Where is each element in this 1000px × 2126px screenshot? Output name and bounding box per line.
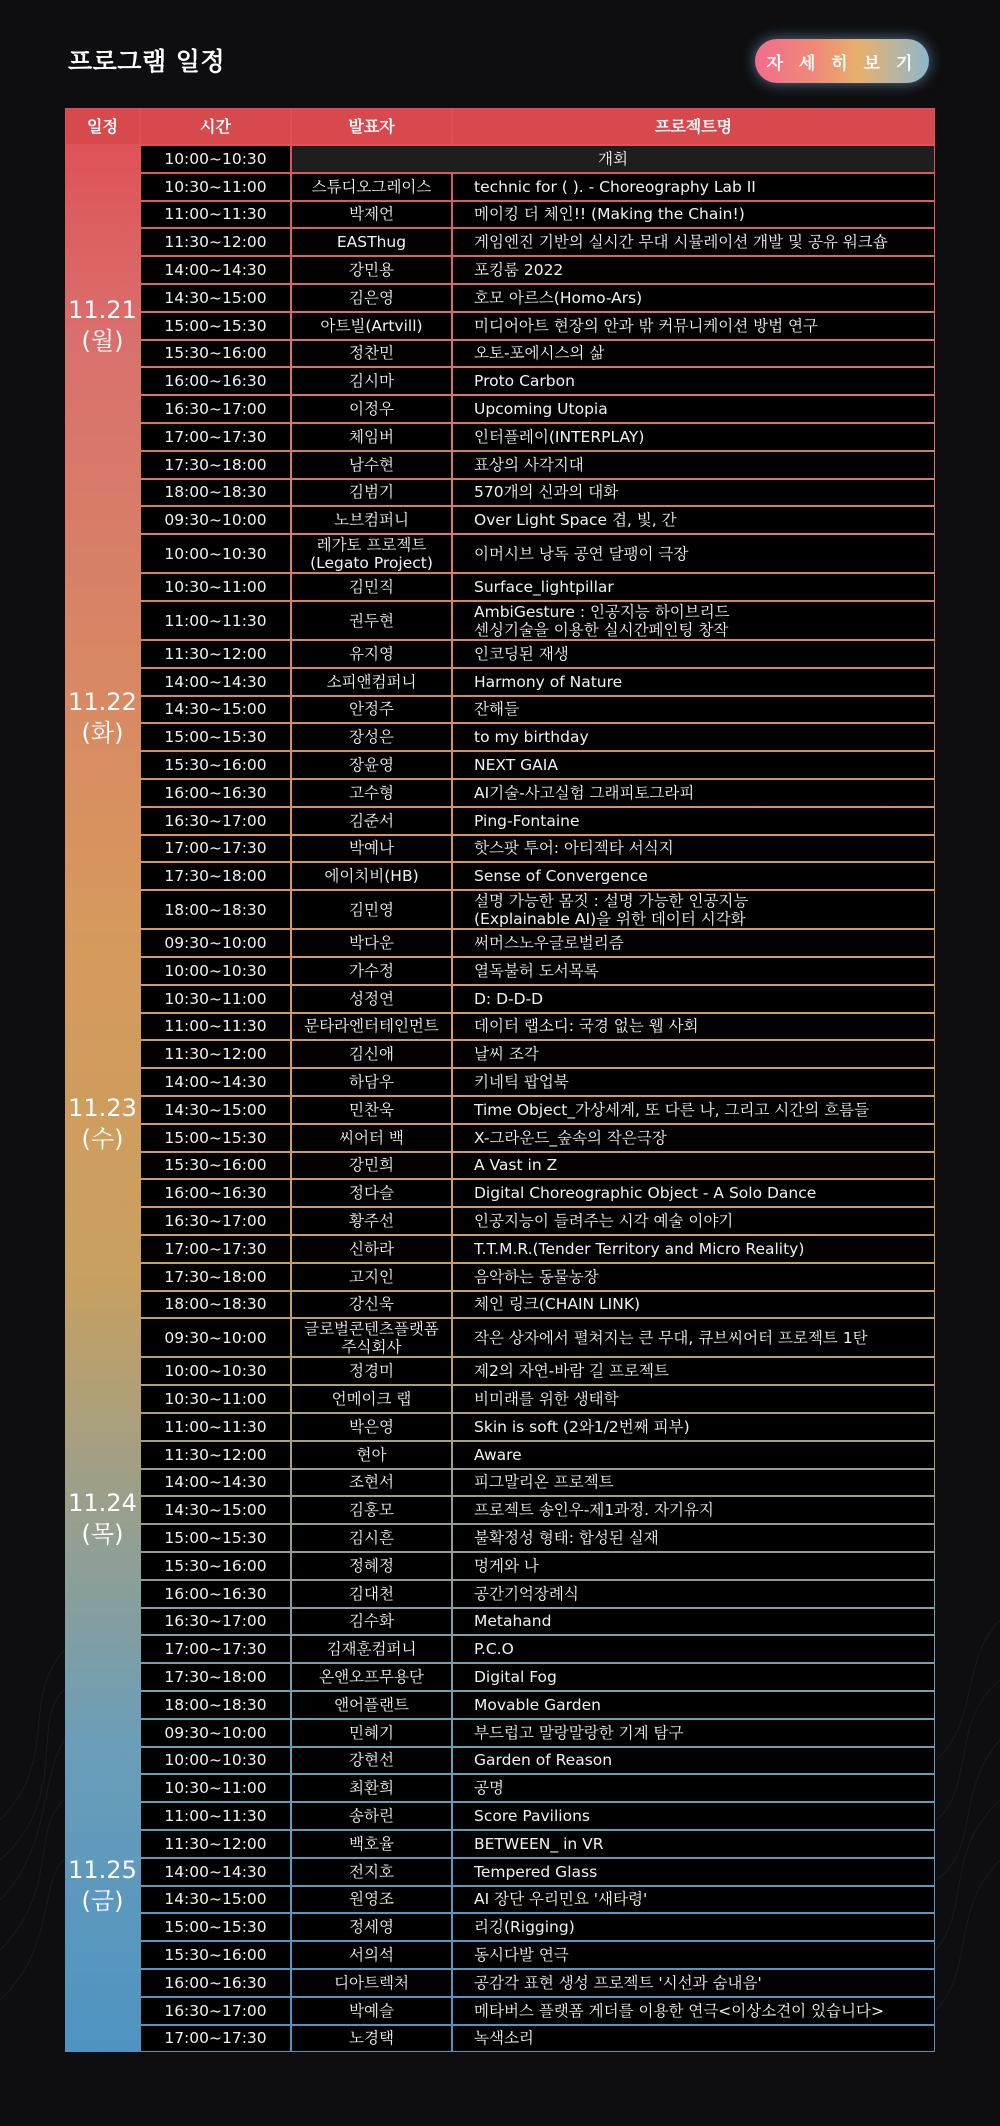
session-project: Surface_lightpillar <box>453 574 934 600</box>
session-time: 18:00~18:30 <box>141 480 290 506</box>
session-project: D: D-D-D <box>453 986 934 1012</box>
session-time: 10:00~10:30 <box>141 1748 290 1774</box>
session-time: 14:00~14:30 <box>141 1470 290 1496</box>
session-time: 10:30~11:00 <box>141 1775 290 1801</box>
session-speaker: 원영조 <box>292 1887 451 1913</box>
session-time: 15:30~16:00 <box>141 1153 290 1179</box>
session-project: Digital Choreographic Object - A Solo Dance <box>453 1180 934 1206</box>
session-project: 개회 <box>292 146 934 172</box>
day-label <box>66 146 139 505</box>
session-time: 10:00~10:30 <box>141 958 290 984</box>
session-speaker: 온앤오프무용단 <box>292 1664 451 1690</box>
session-speaker: 박제언 <box>292 202 451 228</box>
session-time: 09:30~10:00 <box>141 1720 290 1746</box>
session-time: 17:30~18:00 <box>141 1664 290 1690</box>
session-time: 11:30~12:00 <box>141 229 290 255</box>
session-project: 설명 가능한 몸짓 : 설명 가능한 인공지능 (Explainable AI)을 위한 데이터 시각화 <box>453 891 934 928</box>
session-speaker: 정세영 <box>292 1914 451 1940</box>
session-speaker: 문타라엔터테인먼트 <box>292 1014 451 1040</box>
session-project: Over Light Space 겹, 빛, 간 <box>453 507 934 533</box>
session-project: Proto Carbon <box>453 368 934 394</box>
session-speaker: 신하라 <box>292 1236 451 1262</box>
page-title: 프로그램 일정 <box>68 47 226 76</box>
session-speaker: 서의석 <box>292 1942 451 1968</box>
session-time: 09:30~10:00 <box>141 930 290 956</box>
session-project: 미디어아트 현장의 안과 밖 커뮤니케이션 방법 연구 <box>453 313 934 339</box>
session-time: 16:00~16:30 <box>141 780 290 806</box>
session-time: 11:00~11:30 <box>141 1414 290 1440</box>
session-speaker: 백호율 <box>292 1831 451 1857</box>
session-speaker: 디아트렉처 <box>292 1970 451 1996</box>
session-project: Tempered Glass <box>453 1859 934 1885</box>
session-speaker: 박은영 <box>292 1414 451 1440</box>
session-time: 11:30~12:00 <box>141 1442 290 1468</box>
session-speaker: 조현서 <box>292 1470 451 1496</box>
session-project: 리깅(Rigging) <box>453 1914 934 1940</box>
day-date: 11.25 <box>68 1855 137 1884</box>
session-time: 17:00~17:30 <box>141 1236 290 1262</box>
session-speaker: 안정주 <box>292 697 451 723</box>
day-date: 11.22 <box>68 687 137 716</box>
session-project: Harmony of Nature <box>453 669 934 695</box>
day-weekday: (금) <box>81 1886 124 1915</box>
session-speaker: 가수정 <box>292 958 451 984</box>
session-project: 불확정성 형태: 합성된 실재 <box>453 1525 934 1551</box>
session-time: 14:30~15:00 <box>141 1887 290 1913</box>
session-project: 키네틱 팝업북 <box>453 1069 934 1095</box>
session-speaker: 김시흔 <box>292 1525 451 1551</box>
session-speaker: 민혜기 <box>292 1720 451 1746</box>
session-time: 16:00~16:30 <box>141 1180 290 1206</box>
session-project: Ping-Fontaine <box>453 808 934 834</box>
session-time: 17:30~18:00 <box>141 452 290 478</box>
session-project: 제2의 자연-바람 길 프로젝트 <box>453 1358 934 1384</box>
session-speaker: 언메이크 랩 <box>292 1386 451 1412</box>
header-speaker: 발표자 <box>292 109 451 144</box>
session-time: 11:00~11:30 <box>141 1803 290 1829</box>
day-weekday: (수) <box>81 1124 124 1153</box>
session-project: 570개의 신과의 대화 <box>453 480 934 506</box>
session-time: 14:30~15:00 <box>141 1497 290 1523</box>
session-time: 16:30~17:00 <box>141 1998 290 2024</box>
session-project: 데이터 랩소디: 국경 없는 웹 사회 <box>453 1014 934 1040</box>
session-time: 10:30~11:00 <box>141 1386 290 1412</box>
session-time: 15:30~16:00 <box>141 341 290 367</box>
session-project: 날씨 조각 <box>453 1041 934 1067</box>
header-project: 프로젝트명 <box>453 109 934 144</box>
session-time: 16:00~16:30 <box>141 1581 290 1607</box>
session-speaker: 김대천 <box>292 1581 451 1607</box>
day-label <box>66 930 139 1317</box>
session-speaker: 체임버 <box>292 424 451 450</box>
day-label <box>66 1720 139 2052</box>
session-project: AI기술-사고실험 그래피토그라피 <box>453 780 934 806</box>
session-project: 멍게와 나 <box>453 1553 934 1579</box>
session-project: 공명 <box>453 1775 934 1801</box>
session-time: 17:30~18:00 <box>141 1264 290 1290</box>
session-speaker: 김재훈컴퍼니 <box>292 1636 451 1662</box>
session-project: 공감각 표현 생성 프로젝트 '시선과 숨내음' <box>453 1970 934 1996</box>
session-time: 10:30~11:00 <box>141 174 290 200</box>
session-project: Sense of Convergence <box>453 863 934 889</box>
session-project: 동시다발 연극 <box>453 1942 934 1968</box>
session-time: 16:00~16:30 <box>141 1970 290 1996</box>
session-project: 표상의 사각지대 <box>453 452 934 478</box>
day-label <box>66 507 139 928</box>
session-time: 10:30~11:00 <box>141 574 290 600</box>
session-time: 15:00~15:30 <box>141 313 290 339</box>
session-speaker: 스튜디오그레이스 <box>292 174 451 200</box>
session-time: 10:00~10:30 <box>141 1358 290 1384</box>
session-time: 16:00~16:30 <box>141 368 290 394</box>
session-time: 18:00~18:30 <box>141 1692 290 1718</box>
session-project: 포킹룸 2022 <box>453 257 934 283</box>
session-time: 15:00~15:30 <box>141 724 290 750</box>
session-project: 열독불허 도서목록 <box>453 958 934 984</box>
session-time: 15:00~15:30 <box>141 1125 290 1151</box>
session-time: 11:30~12:00 <box>141 1831 290 1857</box>
session-time: 15:00~15:30 <box>141 1525 290 1551</box>
session-time: 11:30~12:00 <box>141 641 290 667</box>
session-time: 14:00~14:30 <box>141 1859 290 1885</box>
session-time: 11:00~11:30 <box>141 1014 290 1040</box>
session-project: 공간기억장례식 <box>453 1581 934 1607</box>
session-speaker: 김홍모 <box>292 1497 451 1523</box>
session-time: 15:30~16:00 <box>141 752 290 778</box>
session-speaker: 이정우 <box>292 396 451 422</box>
session-project: Upcoming Utopia <box>453 396 934 422</box>
session-speaker: 장성은 <box>292 724 451 750</box>
session-time: 10:00~10:30 <box>141 535 290 572</box>
session-project: Time Object_가상세계, 또 다른 나, 그리고 시간의 흐름들 <box>453 1097 934 1123</box>
session-speaker: 김시마 <box>292 368 451 394</box>
session-project: P.C.O <box>453 1636 934 1662</box>
session-project: technic for ( ). - Choreography Lab II <box>453 174 934 200</box>
session-time: 14:30~15:00 <box>141 1097 290 1123</box>
session-speaker: 레가토 프로젝트 (Legato Project) <box>292 535 451 572</box>
session-speaker: 정다슬 <box>292 1180 451 1206</box>
session-time: 17:00~17:30 <box>141 1636 290 1662</box>
day-label <box>66 1319 139 1717</box>
session-project: Garden of Reason <box>453 1748 934 1774</box>
session-project: 호모 아르스(Homo-Ars) <box>453 285 934 311</box>
session-speaker: 권두현 <box>292 602 451 639</box>
session-time: 11:00~11:30 <box>141 602 290 639</box>
day-date: 11.21 <box>68 295 137 324</box>
session-time: 11:00~11:30 <box>141 202 290 228</box>
session-project: BETWEEN_ in VR <box>453 1831 934 1857</box>
session-time: 10:30~11:00 <box>141 986 290 1012</box>
session-project: 이머시브 낭독 공연 달팽이 극장 <box>453 535 934 572</box>
session-time: 15:30~16:00 <box>141 1942 290 1968</box>
header-time: 시간 <box>141 109 290 144</box>
session-project: 인터플레이(INTERPLAY) <box>453 424 934 450</box>
session-speaker: 김민영 <box>292 891 451 928</box>
session-project: A Vast in Z <box>453 1153 934 1179</box>
session-speaker: 강현선 <box>292 1748 451 1774</box>
session-speaker: 강민희 <box>292 1153 451 1179</box>
session-time: 18:00~18:30 <box>141 891 290 928</box>
session-time: 14:00~14:30 <box>141 257 290 283</box>
day-weekday: (목) <box>81 1519 124 1548</box>
session-project: 메이킹 더 체인!! (Making the Chain!) <box>453 202 934 228</box>
session-project: AmbiGesture : 인공지능 하이브리드 센싱기술을 이용한 실시간페인팅 창작 <box>453 602 934 639</box>
session-time: 16:30~17:00 <box>141 1609 290 1635</box>
session-project: 녹색소리 <box>453 2026 934 2052</box>
session-project: NEXT GAIA <box>453 752 934 778</box>
session-speaker: EASThug <box>292 229 451 255</box>
session-time: 17:30~18:00 <box>141 863 290 889</box>
session-time: 17:00~17:30 <box>141 836 290 862</box>
session-speaker: 강민용 <box>292 257 451 283</box>
session-time: 14:30~15:00 <box>141 697 290 723</box>
session-project: 부드럽고 말랑말랑한 기계 탐구 <box>453 1720 934 1746</box>
session-speaker: 씨어터 백 <box>292 1125 451 1151</box>
session-project: 잔해들 <box>453 697 934 723</box>
session-speaker: 김민직 <box>292 574 451 600</box>
session-speaker: 정혜정 <box>292 1553 451 1579</box>
session-project: 오토-포에시스의 삶 <box>453 341 934 367</box>
session-time: 14:00~14:30 <box>141 669 290 695</box>
session-project: 인공지능이 들려주는 시각 예술 이야기 <box>453 1208 934 1234</box>
session-project: 메타버스 플랫폼 게더를 이용한 연극<이상소견이 있습니다> <box>453 1998 934 2024</box>
session-speaker: 김범기 <box>292 480 451 506</box>
session-speaker: 현아 <box>292 1442 451 1468</box>
session-speaker: 에이치비(HB) <box>292 863 451 889</box>
session-time: 10:00~10:30 <box>141 146 290 172</box>
session-project: 체인 링크(CHAIN LINK) <box>453 1292 934 1318</box>
day-date: 11.24 <box>68 1488 137 1517</box>
session-speaker: 박예슬 <box>292 1998 451 2024</box>
session-speaker: 정찬민 <box>292 341 451 367</box>
session-speaker: 송하린 <box>292 1803 451 1829</box>
session-time: 09:30~10:00 <box>141 507 290 533</box>
session-speaker: 고지인 <box>292 1264 451 1290</box>
session-time: 14:00~14:30 <box>141 1069 290 1095</box>
session-speaker: 성정연 <box>292 986 451 1012</box>
session-time: 14:30~15:00 <box>141 285 290 311</box>
session-speaker: 최환희 <box>292 1775 451 1801</box>
session-time: 11:30~12:00 <box>141 1041 290 1067</box>
session-speaker: 아트빌(Artvill) <box>292 313 451 339</box>
session-project: 피그말리온 프로젝트 <box>453 1470 934 1496</box>
session-time: 16:30~17:00 <box>141 396 290 422</box>
header-date: 일정 <box>66 109 139 144</box>
session-speaker: 김수화 <box>292 1609 451 1635</box>
session-project: 써머스노우글로벌리즘 <box>453 930 934 956</box>
schedule-table <box>65 108 935 2052</box>
session-time: 15:00~15:30 <box>141 1914 290 1940</box>
session-project: Digital Fog <box>453 1664 934 1690</box>
session-project: 프로젝트 송인우-제1과정. 자기유지 <box>453 1497 934 1523</box>
session-speaker: 남수현 <box>292 452 451 478</box>
session-project: Movable Garden <box>453 1692 934 1718</box>
session-speaker: 박예나 <box>292 836 451 862</box>
session-speaker: 유지영 <box>292 641 451 667</box>
session-project: 작은 상자에서 펼쳐지는 큰 무대, 큐브씨어터 프로젝트 1탄 <box>453 1319 934 1356</box>
session-project: T.T.M.R.(Tender Territory and Micro Reality) <box>453 1236 934 1262</box>
session-time: 17:00~17:30 <box>141 2026 290 2052</box>
session-speaker: 김은영 <box>292 285 451 311</box>
session-project: 인코딩된 재생 <box>453 641 934 667</box>
session-speaker: 강신욱 <box>292 1292 451 1318</box>
detail-button[interactable]: 자 세 히 보 기 <box>755 39 929 83</box>
session-time: 09:30~10:00 <box>141 1319 290 1356</box>
session-project: AI 장단 우리민요 '새타령' <box>453 1887 934 1913</box>
session-project: Aware <box>453 1442 934 1468</box>
session-speaker: 정경미 <box>292 1358 451 1384</box>
session-speaker: 노브컴퍼니 <box>292 507 451 533</box>
session-project: 게임엔진 기반의 실시간 무대 시뮬레이션 개발 및 공유 워크숍 <box>453 229 934 255</box>
session-speaker: 김준서 <box>292 808 451 834</box>
session-project: 음악하는 동물농장 <box>453 1264 934 1290</box>
session-project: 핫스팟 투어: 아티젝타 서식지 <box>453 836 934 862</box>
session-time: 16:30~17:00 <box>141 808 290 834</box>
session-time: 16:30~17:00 <box>141 1208 290 1234</box>
session-time: 17:00~17:30 <box>141 424 290 450</box>
session-project: 비미래를 위한 생태학 <box>453 1386 934 1412</box>
session-project: X-그라운드_숲속의 작은극장 <box>453 1125 934 1151</box>
session-project: to my birthday <box>453 724 934 750</box>
day-weekday: (화) <box>81 718 124 747</box>
session-project: Score Pavilions <box>453 1803 934 1829</box>
day-weekday: (월) <box>81 326 124 355</box>
session-project: Skin is soft (2와1/2번째 피부) <box>453 1414 934 1440</box>
session-speaker: 장윤영 <box>292 752 451 778</box>
session-speaker: 전지호 <box>292 1859 451 1885</box>
session-speaker: 노경택 <box>292 2026 451 2052</box>
session-time: 15:30~16:00 <box>141 1553 290 1579</box>
session-speaker: 민찬욱 <box>292 1097 451 1123</box>
day-date: 11.23 <box>68 1093 137 1122</box>
session-speaker: 김신애 <box>292 1041 451 1067</box>
session-speaker: 하담우 <box>292 1069 451 1095</box>
session-speaker: 앤어플랜트 <box>292 1692 451 1718</box>
session-time: 18:00~18:30 <box>141 1292 290 1318</box>
session-speaker: 황주선 <box>292 1208 451 1234</box>
session-speaker: 고수형 <box>292 780 451 806</box>
session-speaker: 글로벌콘텐츠플랫폼 주식회사 <box>292 1319 451 1356</box>
session-speaker: 소피앤컴퍼니 <box>292 669 451 695</box>
session-speaker: 박다운 <box>292 930 451 956</box>
session-project: Metahand <box>453 1609 934 1635</box>
